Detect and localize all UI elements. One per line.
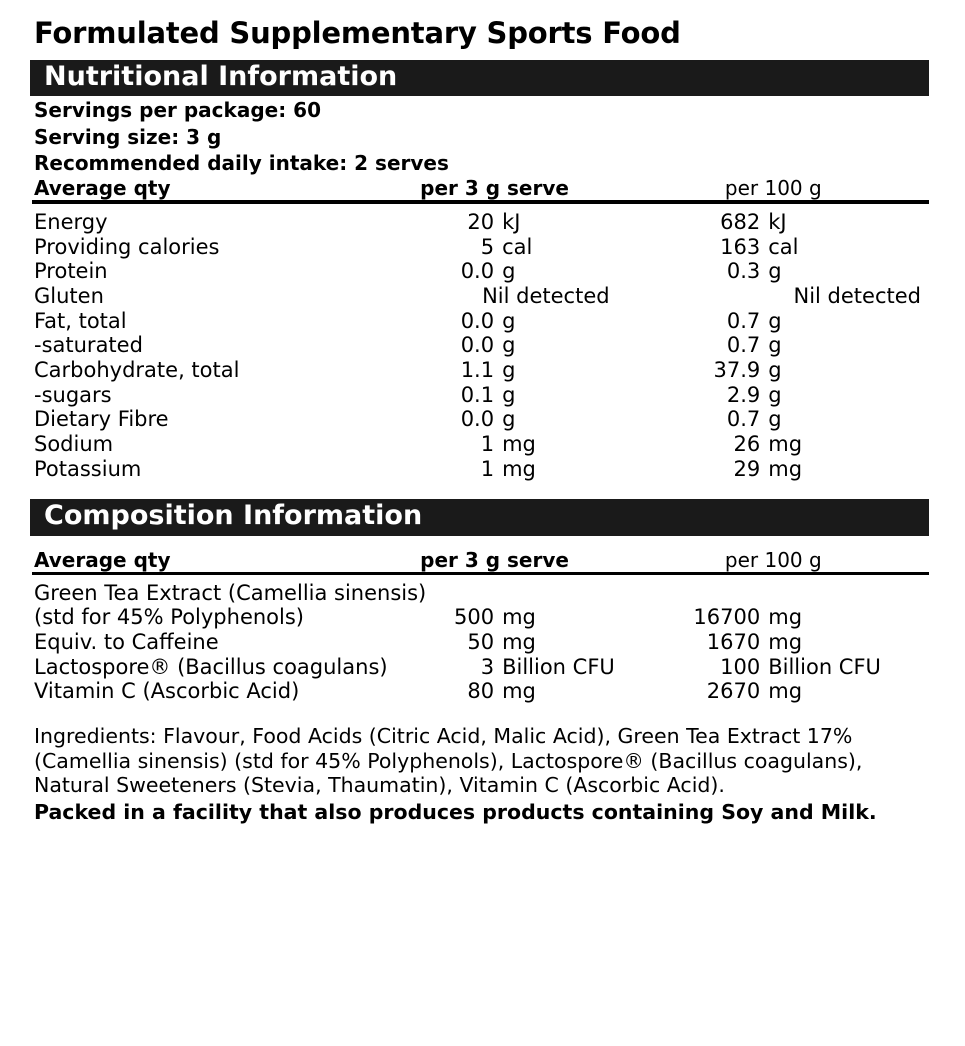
row-unit-100g: mg: [768, 605, 803, 630]
row-value-100g: 163: [720, 234, 761, 259]
row-unit-serve: g: [502, 333, 516, 358]
nutrition-header-per-100g: per 100 g: [724, 176, 822, 201]
row-unit-serve: cal: [502, 234, 533, 259]
row-unit-100g: g: [768, 358, 782, 383]
composition-header-per-serve: per 3 g serve: [420, 547, 569, 572]
row-value-100g: 2670: [706, 679, 761, 704]
row-value-serve: 0.0: [460, 308, 495, 333]
row-value-serve: 3: [480, 654, 495, 679]
table-row: [30, 284, 929, 309]
nutrition-header-rule: [32, 200, 929, 204]
nutrition-header-per-serve: per 3 g serve: [420, 176, 569, 201]
row-unit-serve: g: [502, 382, 516, 407]
row-value-100g: 29: [733, 456, 761, 481]
table-row: [30, 679, 929, 704]
row-unit-serve: Billion CFU: [502, 654, 615, 679]
row-unit-serve: mg: [502, 605, 536, 630]
table-row: [30, 309, 929, 334]
composition-table: [30, 548, 929, 572]
composition-header-label: Average qty: [34, 547, 171, 572]
row-value-serve: 0.1: [460, 382, 495, 407]
row-unit-serve: mg: [502, 679, 536, 704]
row-unit-100g: g: [768, 259, 782, 284]
row-label: Fat, total: [34, 308, 127, 333]
row-unit-100g: mg: [768, 630, 803, 655]
row-unit-serve: mg: [502, 456, 536, 481]
composition-information-header: Composition Information: [30, 499, 929, 535]
page-title: Formulated Supplementary Sports Food: [34, 16, 681, 50]
row-label: Lactospore® (Bacillus coagulans): [34, 654, 388, 679]
row-unit-100g: mg: [768, 456, 803, 481]
section-divider-space: [30, 481, 929, 499]
row-label: Potassium: [34, 456, 142, 481]
row-unit-100g: cal: [768, 234, 799, 259]
row-unit-serve: mg: [502, 432, 536, 457]
row-unit-100g: kJ: [768, 210, 787, 235]
row-value-serve: 1: [480, 432, 495, 457]
row-label: Equiv. to Caffeine: [34, 630, 219, 655]
row-unit-100g: g: [768, 308, 782, 333]
row-unit-100g: g: [768, 407, 782, 432]
table-row: [30, 655, 929, 680]
row-value-serve: 50: [467, 630, 495, 655]
table-row: [30, 457, 929, 482]
row-value-serve: 1: [480, 456, 495, 481]
allergen-warning: Packed in a facility that also produces products containing Soy and Milk.: [34, 799, 877, 824]
nutrition-table-body: [30, 210, 929, 481]
table-row: [30, 630, 929, 655]
row-unit-serve: g: [502, 308, 516, 333]
table-row: [30, 235, 929, 260]
row-label: (std for 45% Polyphenols): [34, 605, 304, 630]
row-value-serve: 1.1: [460, 358, 495, 383]
row-value-100g: 16700: [693, 605, 761, 630]
row-label: Sodium: [34, 432, 114, 457]
serving-size: Serving size: 3 g: [34, 124, 222, 149]
table-row: [30, 407, 929, 432]
row-unit-100g: mg: [768, 432, 803, 457]
row-label: -sugars: [34, 382, 112, 407]
composition-table-body: [30, 581, 929, 704]
composition-header-rule: [32, 572, 929, 575]
row-unit-100g: mg: [768, 679, 803, 704]
row-unit-serve: kJ: [502, 210, 521, 235]
row-unit-serve: g: [502, 407, 516, 432]
row-value-100g: 0.3: [726, 259, 761, 284]
composition-table-header-row: [30, 548, 929, 572]
table-row: [30, 358, 929, 383]
row-value-100g: 0.7: [726, 308, 761, 333]
row-label: Protein: [34, 259, 108, 284]
ingredients-text: Ingredients: Flavour, Food Acids (Citric Acid, Malic Acid), Green Tea Extract 17% (Camellia sinensis) (std for 45% Polyphenols), Lactospore® (Bacillus coagulans), Natural Sweeteners (Stevia, Thaumatin), Vitamin C (Ascorbic Acid).: [34, 724, 863, 798]
row-label: Dietary Fibre: [34, 407, 169, 432]
row-value-serve: 20: [467, 210, 495, 235]
row-unit-100g: g: [768, 382, 782, 407]
row-value-serve: 500: [453, 605, 495, 630]
row-value-100g: 2.9: [726, 382, 761, 407]
composition-header-space: [30, 538, 929, 548]
row-value-100g: 37.9: [713, 358, 761, 383]
table-row: [30, 210, 929, 235]
table-row: [30, 259, 929, 284]
table-row: [30, 333, 929, 358]
row-value-100g: 1670: [706, 630, 761, 655]
row-unit-serve: g: [502, 259, 516, 284]
row-value-100g: 26: [733, 432, 761, 457]
recommended-daily-intake: Recommended daily intake: 2 serves: [34, 151, 449, 176]
nutrition-table-header-row: [30, 176, 929, 200]
row-unit-serve: g: [502, 358, 516, 383]
table-row: [30, 581, 929, 606]
table-row: [30, 605, 929, 630]
row-unit-serve: mg: [502, 630, 536, 655]
nutritional-information-header: Nutritional Information: [30, 60, 929, 96]
row-value-100g: Nil detected: [793, 284, 921, 309]
nutrition-header-label: Average qty: [34, 176, 171, 201]
row-label: Providing calories: [34, 234, 220, 259]
row-value-100g: 682: [720, 210, 761, 235]
row-label: Vitamin C (Ascorbic Acid): [34, 679, 300, 704]
row-value-serve: 80: [467, 679, 495, 704]
row-label: Gluten: [34, 284, 104, 309]
row-value-serve: Nil detected: [482, 284, 610, 309]
servings-per-package: Servings per package: 60: [34, 98, 321, 123]
row-value-100g: 0.7: [726, 407, 761, 432]
table-row: [30, 383, 929, 408]
row-label: Green Tea Extract (Camellia sinensis): [34, 580, 427, 605]
row-value-100g: 0.7: [726, 333, 761, 358]
row-value-serve: 0.0: [460, 333, 495, 358]
row-label: -saturated: [34, 333, 143, 358]
composition-header-per-100g: per 100 g: [724, 547, 822, 572]
row-unit-100g: Billion CFU: [768, 654, 881, 679]
table-row: [30, 432, 929, 457]
row-value-100g: 100: [720, 654, 761, 679]
nutrition-table: [30, 176, 929, 200]
row-value-serve: 0.0: [460, 407, 495, 432]
row-value-serve: 0.0: [460, 259, 495, 284]
row-unit-100g: g: [768, 333, 782, 358]
row-label: Carbohydrate, total: [34, 358, 240, 383]
row-label: Energy: [34, 210, 108, 235]
row-value-serve: 5: [480, 234, 495, 259]
